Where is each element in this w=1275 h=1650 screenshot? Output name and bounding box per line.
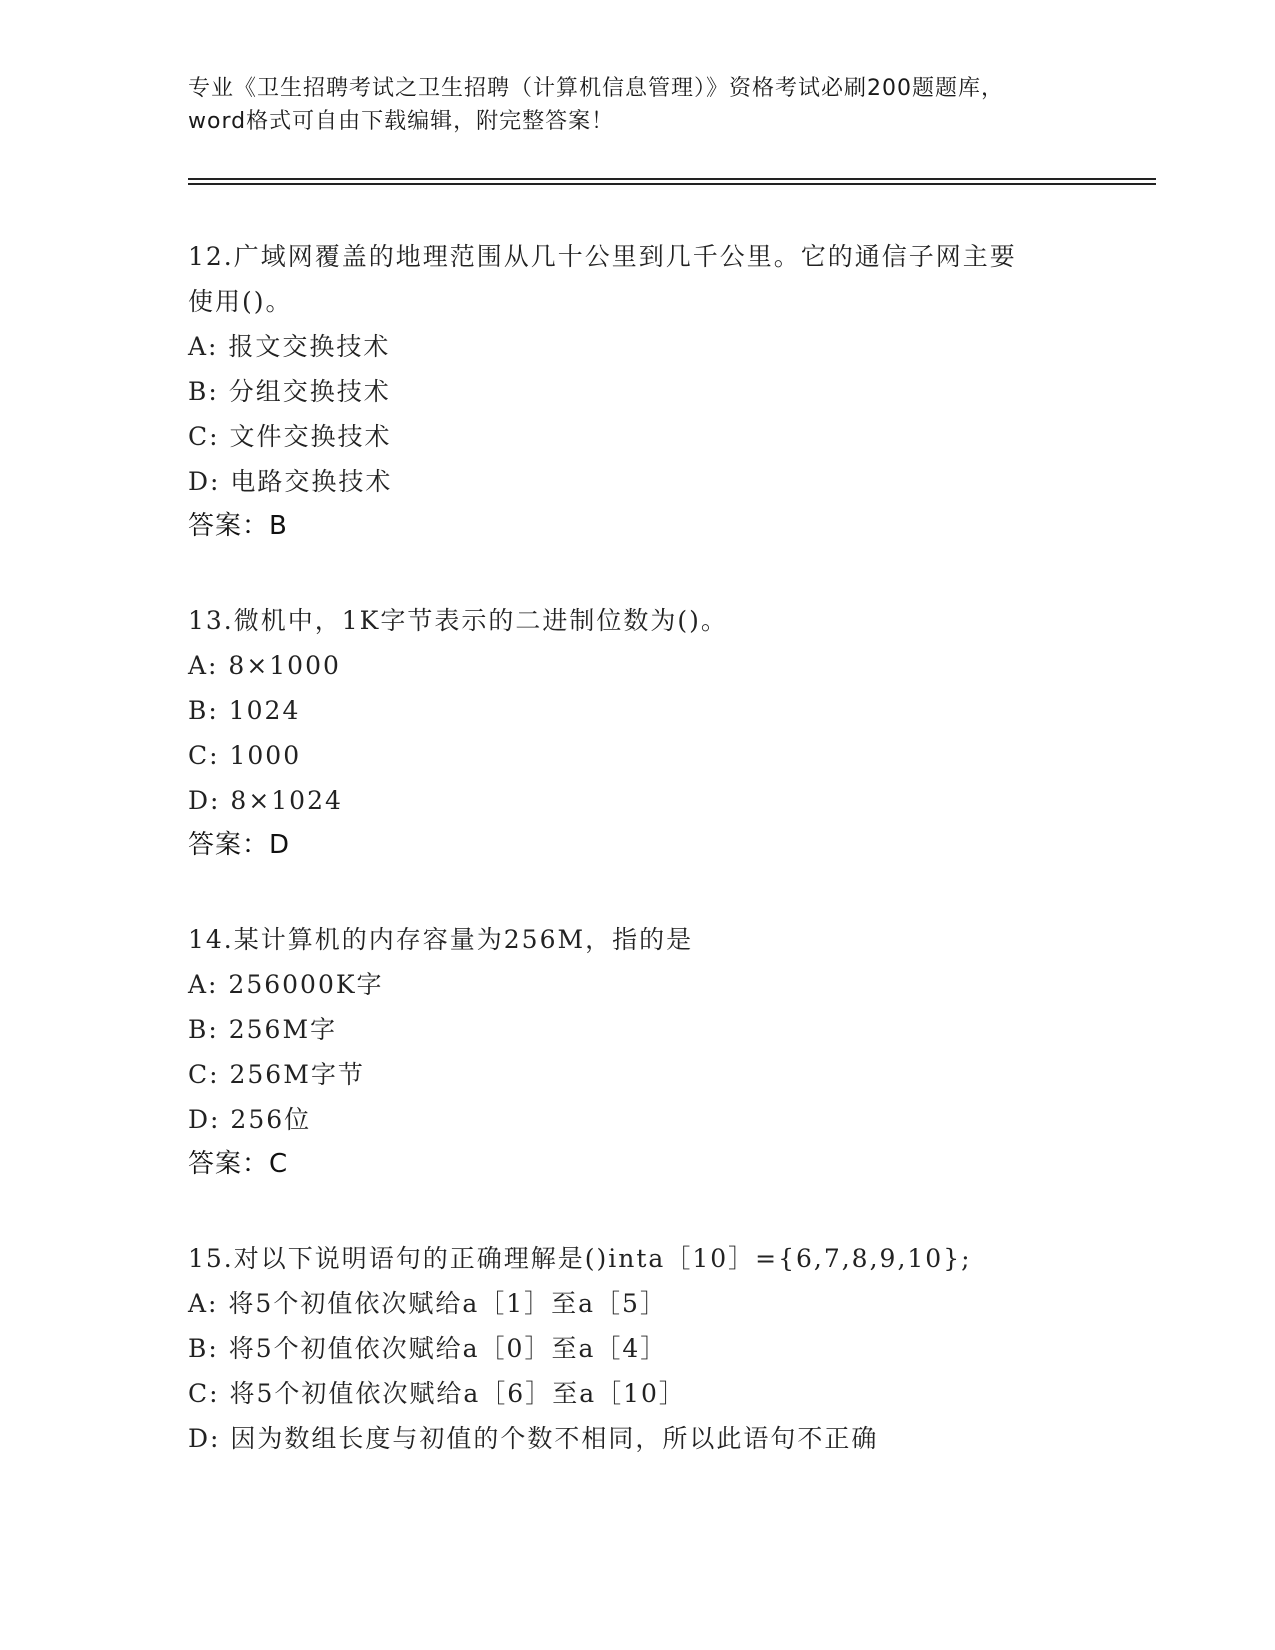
question-stem: 14.某计算机的内存容量为256M，指的是 [188,925,694,954]
option-b: B: 1024 [188,696,301,725]
option-b: B: 分组交换技术 [188,377,391,406]
option-a: A: 将5个初值依次赋给a［1］至a［5］ [188,1289,667,1318]
question-14 [188,917,1108,1187]
question-12 [188,234,1108,549]
answer-label: 答案：C [188,1149,289,1179]
option-a: A: 256000K字 [188,970,384,999]
header-divider-bottom [188,183,1156,185]
question-stem: 15.对以下说明语句的正确理解是()inta［10］={6,7,8,9,10}; [188,1244,972,1273]
answer-label: 答案：D [188,830,291,860]
question-stem: 13.微机中，1K字节表示的二进制位数为()。 [188,606,728,635]
answer-label: 答案：B [188,511,288,541]
question-13 [188,598,1108,868]
header-divider-top [188,178,1156,180]
option-c: C: 1000 [188,741,302,770]
question-stem: 12.广域网覆盖的地理范围从几十公里到几千公里。它的通信子网主要 [188,242,1017,271]
option-b: B: 256M字 [188,1015,338,1044]
option-d: D: 256位 [188,1105,312,1134]
header-title-line-2: word格式可自由下载编辑，附完整答案！ [188,109,615,134]
option-d: D: 电路交换技术 [188,467,393,496]
option-d: D: 8×1024 [188,786,343,815]
option-c: C: 文件交换技术 [188,422,392,451]
option-b: B: 将5个初值依次赋给a［0］至a［4］ [188,1334,668,1363]
question-stem: 使用()。 [188,287,293,316]
option-a: A: 8×1000 [188,651,341,680]
header-title-line-1: 专业《卫生招聘考试之卫生招聘（计算机信息管理）》资格考试必刷200题题库， [188,76,1004,101]
option-c: C: 256M字节 [188,1060,365,1089]
option-d: D: 因为数组长度与初值的个数不相同，所以此语句不正确 [188,1424,879,1453]
option-a: A: 报文交换技术 [188,332,391,361]
option-c: C: 将5个初值依次赋给a［6］至a［10］ [188,1379,686,1408]
document-header [188,72,1088,138]
question-15 [188,1236,1108,1461]
